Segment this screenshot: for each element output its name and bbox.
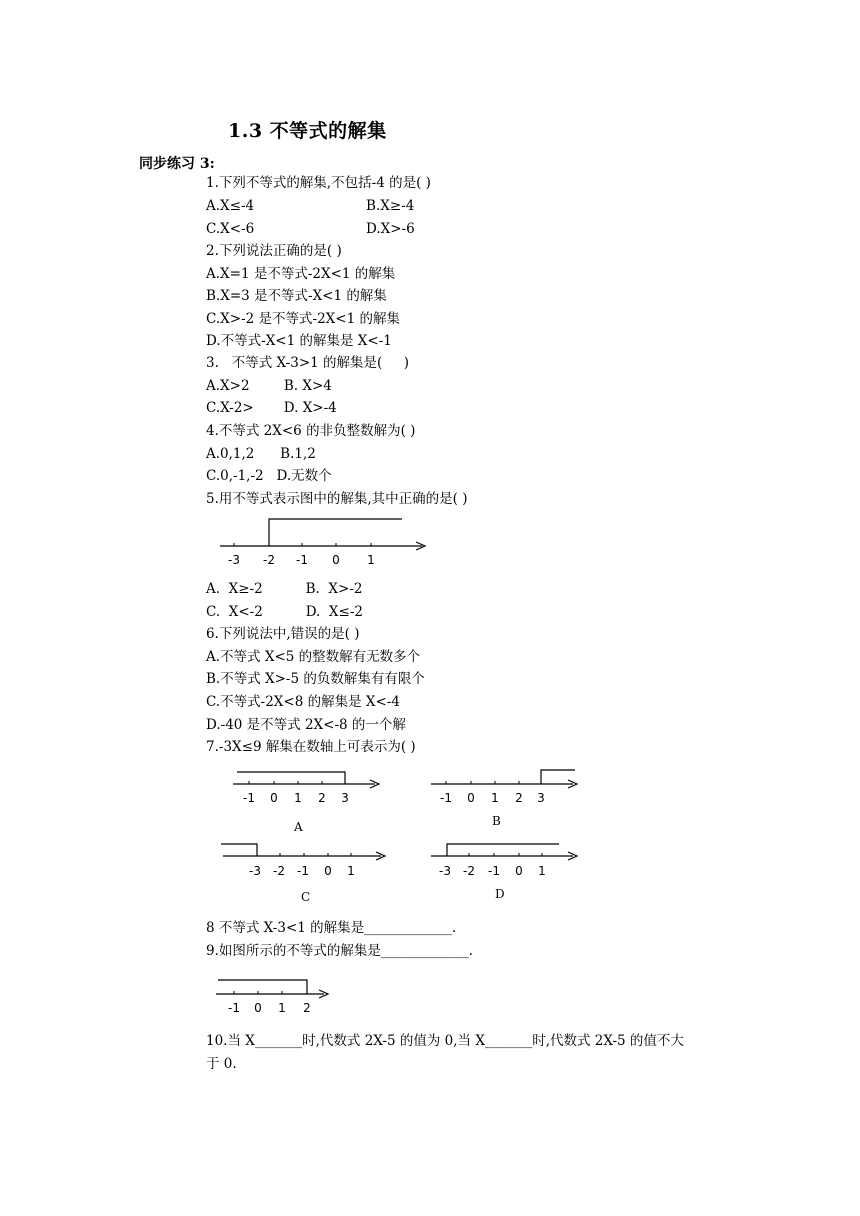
q7a-axis-label: -1: [243, 791, 255, 805]
q9-text: 9.如图所示的不等式的解集是_____________.: [206, 943, 473, 959]
q7-figure-d: [425, 836, 585, 880]
q9-axis-label: 1: [278, 1001, 286, 1015]
q7c-axis-label: 1: [347, 864, 355, 878]
q6-option-b: B.不等式 X>-5 的负数解集有有限个: [206, 671, 425, 687]
q5-options-ab: A. X≥-2 B. X>-2: [206, 581, 363, 597]
q10-line2: 于 0.: [206, 1056, 237, 1072]
q9-axis-label: -1: [228, 1001, 240, 1015]
q5-axis-label: -3: [228, 553, 240, 567]
q8-text: 8 不等式 X-3<1 的解集是_____________.: [206, 920, 457, 936]
q7b-axis-label: 0: [467, 791, 475, 805]
q9-number-line: [210, 968, 340, 1020]
q7-figure-b: [425, 764, 585, 808]
q7d-axis-label: 1: [538, 864, 546, 878]
q7a-axis-label: 3: [341, 791, 349, 805]
q2-option-a: A.X=1 是不等式-2X<1 的解集: [206, 266, 396, 282]
q7c-axis-label: -2: [273, 864, 285, 878]
q5-options-cd: C. X<-2 D. X≤-2: [206, 604, 363, 620]
q7-figure-a: [225, 764, 390, 808]
q7c-axis-label: -3: [249, 864, 261, 878]
q1-option-b: B.X≥-4: [366, 198, 415, 214]
q7d-axis-label: 0: [515, 864, 523, 878]
q6-option-a: A.不等式 X<5 的整数解有无数多个: [206, 649, 421, 665]
q7b-axis-label: 1: [491, 791, 499, 805]
q1-option-d: D.X>-6: [366, 221, 415, 237]
q7a-axis-label: 2: [318, 791, 326, 805]
q5-axis-label: -1: [296, 553, 308, 567]
q5-axis-label: 1: [367, 553, 375, 567]
q7c-axis-label: 0: [324, 864, 332, 878]
q7d-axis-label: -3: [439, 864, 451, 878]
q7a-axis-label: 1: [294, 791, 302, 805]
page-title: 1.3 不等式的解集: [228, 120, 387, 142]
q9-axis-label: 2: [303, 1001, 311, 1015]
section-heading: 同步练习 3:: [139, 156, 215, 172]
q4-options-cd: C.0,-1,-2 D.无数个: [206, 468, 332, 484]
q5-stem: 5.用不等式表示图中的解集,其中正确的是( ): [206, 491, 468, 507]
q7b-axis-label: 3: [537, 791, 545, 805]
q6-option-c: C.不等式-2X<8 的解集是 X<-4: [206, 694, 400, 710]
q7-figure-c: [215, 836, 395, 880]
q2-option-b: B.X=3 是不等式-X<1 的解集: [206, 288, 387, 304]
q7-stem: 7.-3X≤9 解集在数轴上可表示为( ): [206, 739, 416, 755]
q3-options-ab: A.X>2 B. X>4: [206, 378, 332, 394]
q7-caption-a: A: [294, 820, 303, 834]
q7c-axis-label: -1: [297, 864, 309, 878]
q3-stem: 3. 不等式 X-3>1 的解集是( ): [206, 355, 410, 371]
q7-caption-c: C: [301, 890, 311, 904]
q4-stem: 4.不等式 2X<6 的非负整数解为( ): [206, 423, 416, 439]
q1-option-c: C.X<-6: [206, 221, 255, 237]
q2-option-c: C.X>-2 是不等式-2X<1 的解集: [206, 311, 400, 327]
q7d-axis-label: -1: [488, 864, 500, 878]
q7b-axis-label: -1: [440, 791, 452, 805]
q1-stem: 1.下列不等式的解集,不包括-4 的是( ): [206, 175, 431, 191]
q6-option-d: D.-40 是不等式 2X<-8 的一个解: [206, 717, 406, 733]
q5-axis-label: -2: [263, 553, 275, 567]
q7-caption-d: D: [495, 887, 505, 901]
q4-options-ab: A.0,1,2 B.1,2: [206, 446, 316, 462]
q7-caption-b: B: [492, 814, 501, 828]
q7a-axis-label: 0: [270, 791, 278, 805]
q1-option-a: A.X≤-4: [206, 198, 255, 214]
q7d-axis-label: -2: [463, 864, 475, 878]
q5-axis-label: 0: [332, 553, 340, 567]
q6-stem: 6.下列说法中,错误的是( ): [206, 626, 360, 642]
q10-line1: 10.当 X_______时,代数式 2X-5 的值为 0,当 X_______时,代数式 2X-5 的值不大: [206, 1033, 684, 1049]
q2-option-d: D.不等式-X<1 的解集是 X<-1: [206, 333, 392, 349]
q2-stem: 2.下列说法正确的是( ): [206, 243, 342, 259]
q9-axis-label: 0: [254, 1001, 262, 1015]
q7b-axis-label: 2: [515, 791, 523, 805]
q5-number-line: [210, 512, 440, 572]
q3-options-cd: C.X-2> D. X>-4: [206, 400, 337, 416]
